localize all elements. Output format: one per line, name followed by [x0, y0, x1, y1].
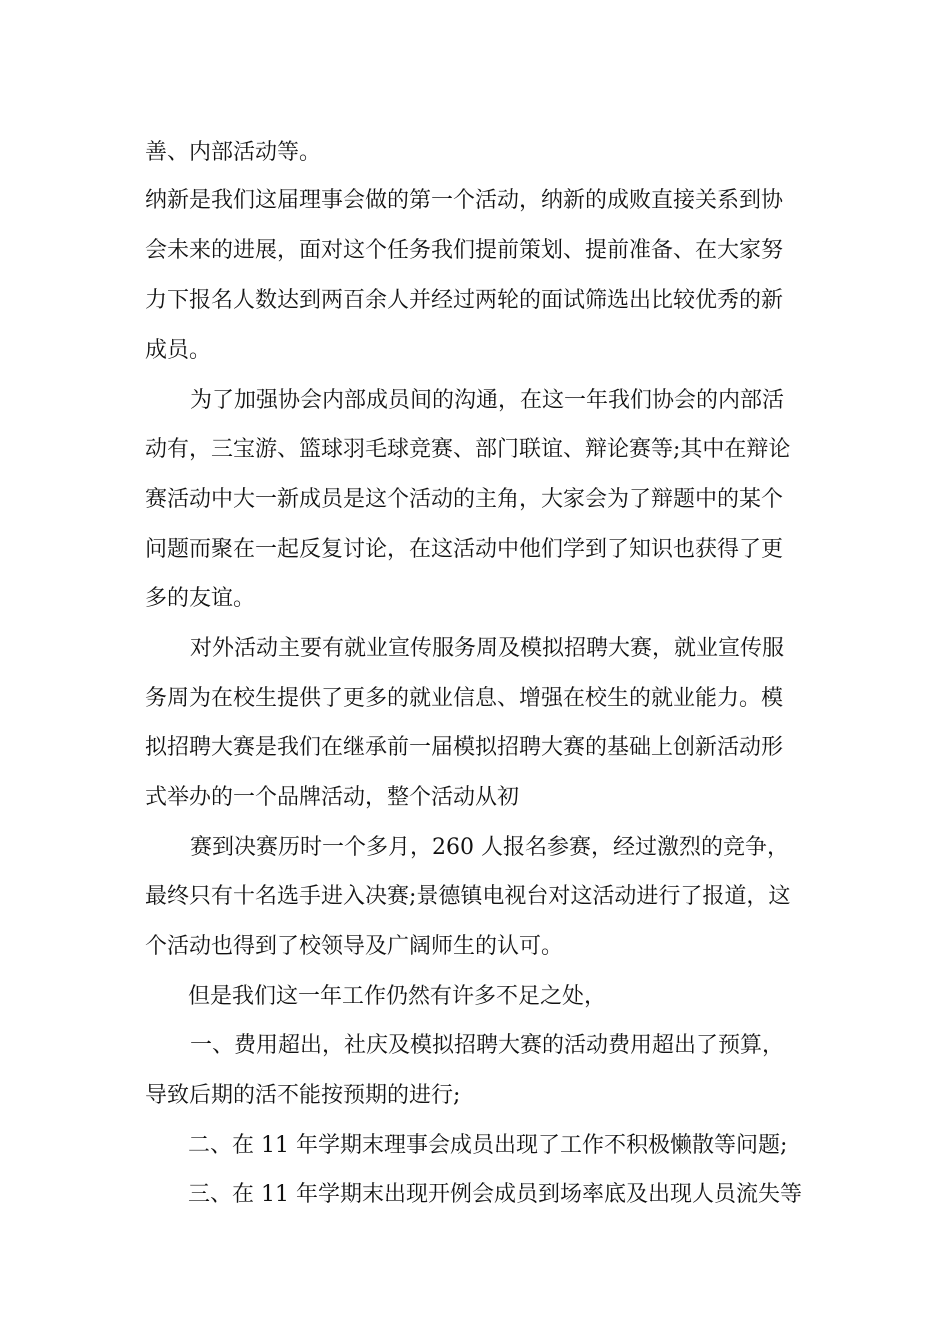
text-line-17: 个活动也得到了校领导及广阔师生的认可。	[145, 934, 564, 959]
text-line-22: 三、在 11 年学期末出现开例会成员到场率底及出现人员流失等	[188, 1182, 802, 1207]
text-line-21: 二、在 11 年学期末理事会成员出现了工作不积极懒散等问题;	[188, 1133, 788, 1158]
text-line-1: 善、内部活动等。	[145, 140, 322, 165]
text-line-13: 拟招聘大赛是我们在继承前一届模拟招聘大赛的基础上创新活动形	[145, 735, 784, 760]
text-line-12: 务周为在校生提供了更多的就业信息、增强在校生的就业能力。模	[145, 686, 784, 711]
text-line-16: 最终只有十名选手进入决赛;景德镇电视台对这活动进行了报道，这	[145, 884, 791, 909]
text-line-15: 赛到决赛历时一个多月，260 人报名参赛，经过激烈的竞争，	[190, 835, 789, 860]
text-line-10: 多的友谊。	[145, 586, 256, 611]
text-line-7: 动有，三宝游、篮球羽毛球竞赛、部门联谊、辩论赛等;其中在辩论	[145, 437, 791, 462]
text-line-19: 一、费用超出，社庆及模拟招聘大赛的活动费用超出了预算，	[190, 1033, 785, 1058]
text-line-2: 纳新是我们这届理事会做的第一个活动，纳新的成败直接关系到协	[145, 188, 784, 213]
text-line-3: 会未来的进展，面对这个任务我们提前策划、提前准备、在大家努	[145, 238, 784, 263]
text-line-9: 问题而聚在一起反复讨论，在这活动中他们学到了知识也获得了更	[145, 537, 784, 562]
text-line-5: 成员。	[145, 338, 212, 363]
text-line-14: 式举办的一个品牌活动，整个活动从初	[145, 785, 520, 810]
text-line-8: 赛活动中大一新成员是这个活动的主角，大家会为了辩题中的某个	[145, 487, 784, 512]
text-line-18: 但是我们这一年工作仍然有许多不足之处，	[188, 984, 607, 1009]
text-line-20: 导致后期的活不能按预期的进行;	[145, 1083, 461, 1108]
text-line-11: 对外活动主要有就业宣传服务周及模拟招聘大赛，就业宣传服	[190, 636, 785, 661]
text-line-6: 为了加强协会内部成员间的沟通，在这一年我们协会的内部活	[190, 388, 785, 413]
text-line-4: 力下报名人数达到两百余人并经过两轮的面试筛选出比较优秀的新	[145, 288, 784, 313]
